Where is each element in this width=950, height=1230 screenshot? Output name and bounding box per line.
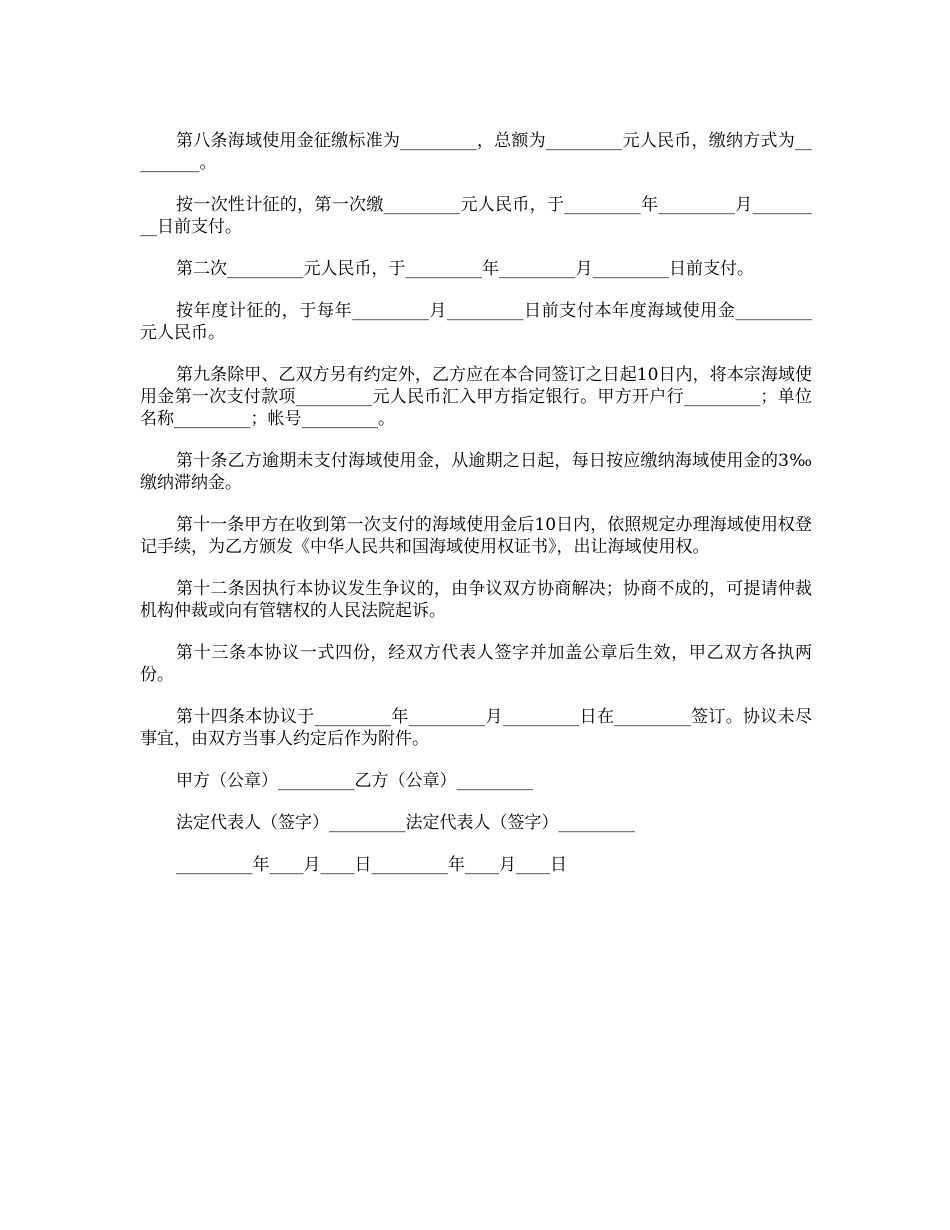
clause-10-late-fee: 第十条乙方逾期未支付海域使用金，从逾期之日起，每日按应缴纳海域使用金的3‰缴纳滞纳金。	[140, 451, 812, 493]
clause-14-signing: 第十四条本协议于_________年_________月_________日在_________签订。协议未尽事宜，由双方当事人约定后作为附件。	[140, 707, 812, 749]
party-seals-line: 甲方（公章）_________乙方（公章）_________	[176, 771, 533, 791]
clause-8-fee-standard: 第八条海域使用金征缴标准为_________，总额为_________元人民币，缴纳方式为_________。	[140, 131, 812, 173]
clause-12-dispute: 第十二条因执行本协议发生争议的，由争议双方协商解决；协商不成的，可提请仲裁机构仲裁或向有管辖权的人民法院起诉。	[140, 579, 812, 621]
signature-date-line: _________年____月____日_________年____月____日	[176, 855, 567, 875]
second-payment-clause: 第二次_________元人民币，于_________年_________月_________日前支付。	[176, 259, 754, 279]
clause-13-copies: 第十三条本协议一式四份，经双方代表人签字并加盖公章后生效，甲乙双方各执两份。	[140, 643, 812, 685]
annual-payment-clause: 按年度计征的，于每年_________月_________日前支付本年度海域使用金_________元人民币。	[140, 301, 812, 343]
document-body	[140, 130, 812, 896]
legal-representative-line: 法定代表人（签字）_________法定代表人（签字）_________	[176, 813, 635, 833]
clause-9-bank-transfer: 第九条除甲、乙双方另有约定外，乙方应在本合同签订之日起10日内，将本宗海域使用金第一次支付款项_________元人民币汇入甲方指定银行。甲方开户行_________；单位名称_________；帐号_________。	[140, 365, 812, 429]
one-time-payment-clause: 按一次性计征的，第一次缴_________元人民币，于_________年_________月_________日前支付。	[140, 195, 812, 237]
clause-11-registration: 第十一条甲方在收到第一次支付的海域使用金后10日内，依照规定办理海域使用权登记手续，为乙方颁发《中华人民共和国海域使用权证书》，出让海域使用权。	[140, 515, 812, 557]
